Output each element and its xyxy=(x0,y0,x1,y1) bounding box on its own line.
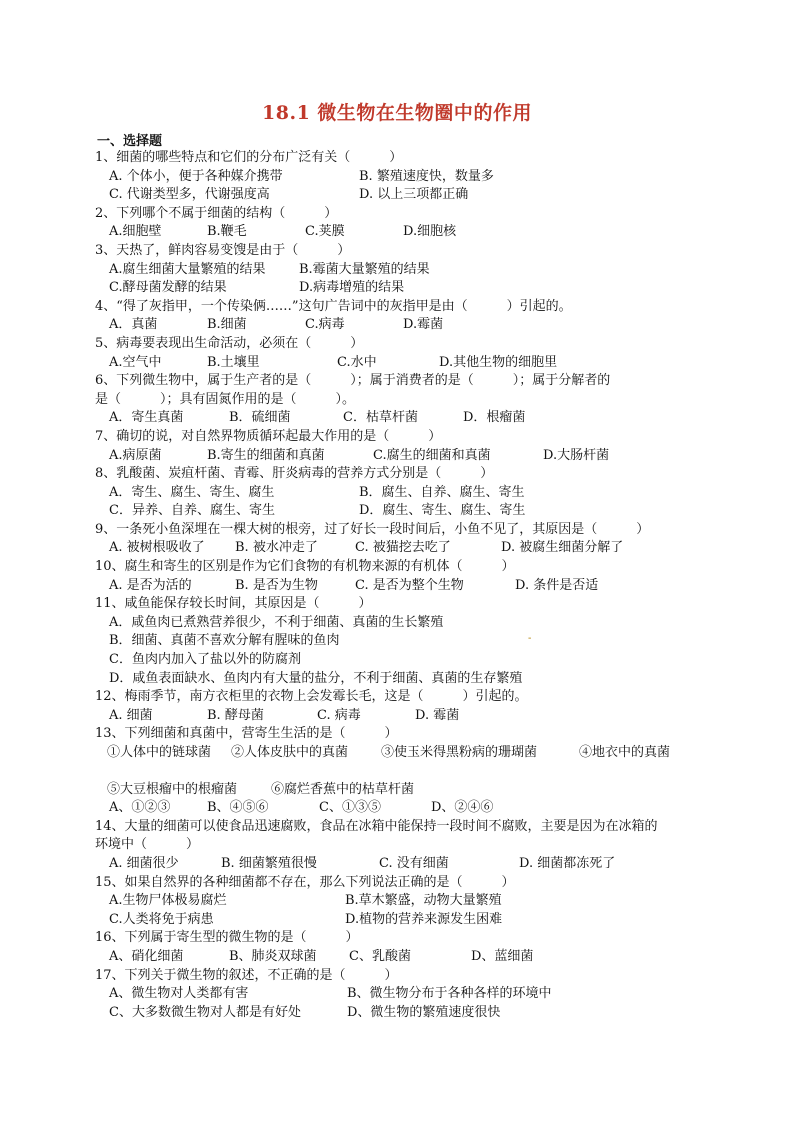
option: C.腐生的细菌和真菌 xyxy=(373,447,491,463)
item: ⑥腐烂香蕉中的枯草杆菌 xyxy=(271,781,415,797)
question-stem: 16、下列属于寄生型的微生物的是（ ） xyxy=(95,930,359,946)
option: D、蓝细菌 xyxy=(471,948,534,964)
option: D. 条件是否适 xyxy=(515,577,599,593)
option-row xyxy=(95,261,705,280)
option: D.植物的营养来源发生困难 xyxy=(345,911,503,927)
question-list xyxy=(95,149,705,1022)
question-stem: 8、乳酸菌、炭疽杆菌、青霉、肝炎病毒的营养方式分别是（ ） xyxy=(95,466,494,482)
option-row xyxy=(95,168,705,187)
option: A．寄生真菌 xyxy=(109,410,184,426)
option: D.大肠杆菌 xyxy=(543,447,610,463)
item-row xyxy=(95,744,705,763)
option: A．真菌 xyxy=(109,317,158,333)
option: B．细菌、真菌不喜欢分解有腥味的鱼肉 xyxy=(109,633,340,649)
option-row xyxy=(95,316,705,335)
option-row xyxy=(95,539,705,558)
option: C. 病毒 xyxy=(317,707,361,723)
option: D.霉菌 xyxy=(403,317,444,333)
option: D．根瘤菌 xyxy=(463,410,526,426)
option-row xyxy=(95,948,705,967)
option: B、④⑤⑥ xyxy=(207,800,269,816)
option: A.细胞壁 xyxy=(109,224,162,240)
option: C．鱼肉内加入了盐以外的防腐剂 xyxy=(109,652,301,668)
section-heading: 一、选择题 xyxy=(97,134,163,149)
option: D.病毒增殖的结果 xyxy=(299,280,405,296)
option: C.人类将免于病患 xyxy=(109,911,214,927)
option-row xyxy=(95,279,705,298)
question-stem: 11、咸鱼能保存较长时间，其原因是（ ） xyxy=(95,596,372,612)
option-row xyxy=(95,799,705,818)
option: A. 被树根吸收了 xyxy=(109,540,205,556)
option: C. 被猫挖去吃了 xyxy=(355,540,451,556)
item: ⑤大豆根瘤中的根瘤菌 xyxy=(107,781,238,797)
option-row xyxy=(95,1004,705,1023)
option: B．硫细菌 xyxy=(229,410,291,426)
option: A、硝化细菌 xyxy=(109,948,184,964)
question-stem: 5、病毒要表现出生命活动，必须在（ ） xyxy=(95,335,364,351)
option: B．腐生、自养、腐生、寄生 xyxy=(359,484,525,500)
option: B. 繁殖速度快，数量多 xyxy=(359,168,494,184)
item: ①人体中的链球菌 xyxy=(107,745,212,760)
item: ④地衣中的真菌 xyxy=(579,745,671,760)
item-row xyxy=(95,781,705,800)
option: C.荚膜 xyxy=(305,224,345,240)
option: D、②④⑥ xyxy=(431,800,494,816)
option: B.细菌 xyxy=(207,317,247,333)
question-stem: 1、细菌的哪些特点和它们的分布广泛有关（ ） xyxy=(95,150,403,165)
option: A. 细菌很少 xyxy=(109,855,179,871)
option: B.霉菌大量繁殖的结果 xyxy=(299,261,430,277)
question-stem: 17、下列关于微生物的叙述，不正确的是（ ） xyxy=(95,967,398,983)
option-row xyxy=(95,186,705,205)
option: A、微生物对人类都有害 xyxy=(109,986,249,1002)
question-stem: 12、梅雨季节，南方衣柜里的衣物上会发霉长毛，这是（ ）引起的。 xyxy=(95,689,528,705)
option: A.病原菌 xyxy=(109,447,162,463)
option: D. 以上三项都正确 xyxy=(359,187,469,203)
option-row xyxy=(95,223,705,242)
option: A．寄生、腐生、寄生、腐生 xyxy=(109,484,275,500)
item: ②人体皮肤中的真菌 xyxy=(231,745,349,760)
option: A.腐生细菌大量繁殖的结果 xyxy=(109,261,266,277)
question-stem: 7、确切的说，对自然界物质循环起最大作用的是（ ） xyxy=(95,428,442,444)
option: C、乳酸菌 xyxy=(349,948,411,964)
option: B.草木繁盛，动物大量繁殖 xyxy=(345,893,502,909)
option-row xyxy=(95,707,705,726)
option-row xyxy=(95,577,705,596)
option: A. 个体小，便于各种媒介携带 xyxy=(109,168,283,184)
option: C．异养、自养、腐生、寄生 xyxy=(109,503,275,519)
option: D.细胞核 xyxy=(403,224,457,240)
question-stem: 15、如果自然界的各种细菌都不存在，那么下列说法正确的是（ ） xyxy=(95,874,515,890)
option: D. 霉菌 xyxy=(415,707,460,723)
option: B、微生物分布于各种各样的环境中 xyxy=(347,986,552,1002)
question-stem: 4、“得了灰指甲，一个传染俩……”这句广告词中的灰指甲是由（ ）引起的。 xyxy=(95,298,572,314)
question-stem: 14、大量的细菌可以使食品迅速腐败，食品在冰箱中能保持一段时间不腐败，主要是因为在冰箱的 xyxy=(95,818,658,834)
option: B.鞭毛 xyxy=(207,224,247,240)
question-stem: 6、下列微生物中，属于生产者的是（ ）；属于消费者的是（ ）；属于分解者的 xyxy=(95,373,611,389)
option: A.空气中 xyxy=(109,354,162,370)
option: A、①②③ xyxy=(109,800,171,816)
option: C、大多数微生物对人都是有好处 xyxy=(109,1004,301,1020)
option: D.其他生物的细胞里 xyxy=(439,354,558,370)
option: D. 细菌都冻死了 xyxy=(519,855,616,871)
option: C. 是否为整个生物 xyxy=(355,577,464,593)
option: D．咸鱼表面缺水、鱼肉内有大量的盐分，不利于细菌、真菌的生存繁殖 xyxy=(109,670,523,686)
option: B.土壤里 xyxy=(207,354,260,370)
option: B. 细菌繁殖很慢 xyxy=(221,855,317,871)
option-row xyxy=(95,911,705,930)
question-stem-continued: 是（ ）；具有固氮作用的是（ ）。 xyxy=(95,391,356,407)
option: A.生物尸体极易腐烂 xyxy=(109,893,227,909)
option-row xyxy=(95,502,705,521)
option-row xyxy=(95,484,705,503)
option-row xyxy=(95,409,705,428)
question-stem: 10、腐生和寄生的区别是作为它们食物的有机物来源的有机体（ ） xyxy=(95,559,515,575)
option-row xyxy=(95,354,705,373)
option-row xyxy=(95,985,705,1004)
option: B.寄生的细菌和真菌 xyxy=(207,447,325,463)
option: C. 代谢类型多，代谢强度高 xyxy=(109,187,270,203)
option: C.水中 xyxy=(337,354,377,370)
item: ③使玉米得黑粉病的珊瑚菌 xyxy=(381,745,538,760)
option: A. 是否为活的 xyxy=(109,577,192,593)
option: A. 细菌 xyxy=(109,707,153,723)
option-row xyxy=(95,855,705,874)
option: C.酵母菌发酵的结果 xyxy=(109,280,227,296)
question-stem: 3、天热了，鲜肉容易变馊是由于（ ） xyxy=(95,242,351,258)
stray-mark: - xyxy=(528,633,532,644)
page-title: 18.1 微生物在生物圈中的作用 xyxy=(262,102,532,124)
option: D．腐生、寄生、腐生、寄生 xyxy=(359,503,526,519)
option: A．咸鱼肉已煮熟营养很少，不利于细菌、真菌的生长繁殖 xyxy=(109,614,444,630)
option: C.病毒 xyxy=(305,317,345,333)
question-stem: 2、下列哪个不属于细菌的结构（ ） xyxy=(95,205,338,221)
question-stem: 9、一条死小鱼深埋在一棵大树的根旁，过了好长一段时间后，小鱼不见了，其原因是（ ） xyxy=(95,521,650,537)
option: B. 酵母菌 xyxy=(207,707,264,723)
option-row xyxy=(95,892,705,911)
question-stem: 13、下列细菌和真菌中，营寄生生活的是（ ） xyxy=(95,726,398,742)
option-row xyxy=(95,447,705,466)
option: C、①③⑤ xyxy=(319,800,381,816)
option: D. 被腐生细菌分解了 xyxy=(501,540,624,556)
option: B. 是否为生物 xyxy=(235,577,318,593)
option: B、肺炎双球菌 xyxy=(229,948,317,964)
question-stem-continued: 环境中（ ） xyxy=(95,837,200,853)
option: B. 被水冲走了 xyxy=(235,540,318,556)
option: C. 没有细菌 xyxy=(379,855,449,871)
option: C．枯草杆菌 xyxy=(343,410,418,426)
option: D、微生物的繁殖速度很快 xyxy=(347,1004,501,1020)
